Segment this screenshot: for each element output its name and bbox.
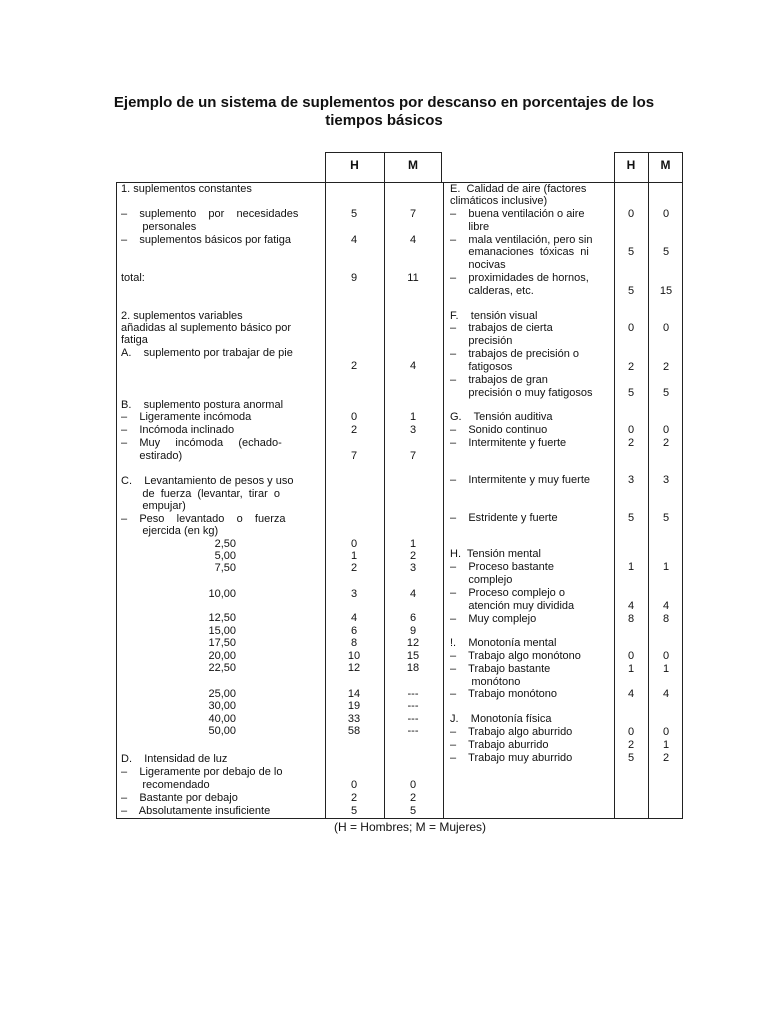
column-divider-right-m [648, 182, 649, 819]
header-m-right: M [660, 158, 671, 172]
left-m-value: 3 [409, 424, 417, 436]
left-row-label: de fuerza (levantar, tirar o [121, 488, 280, 500]
left-h-value: 5 [350, 805, 358, 817]
left-row-label: – Ligeramente por debajo de lo [121, 766, 283, 778]
right-row-label: !. Monotonía mental [450, 637, 557, 649]
right-row-label: libre [450, 221, 490, 233]
right-row-label: – trabajos de cierta [450, 322, 553, 334]
right-row-label: – Estridente y fuerte [450, 512, 558, 524]
right-h-value: 5 [627, 752, 635, 764]
left-m-value: --- [407, 713, 419, 725]
left-row-label: C. Levantamiento de pesos y uso [121, 475, 294, 487]
left-h-value: 2 [350, 562, 358, 574]
left-row-label: ejercida (en kg) [121, 525, 219, 537]
left-row-label: D. Intensidad de luz [121, 753, 228, 765]
left-row-label: – Bastante por debajo [121, 792, 238, 804]
left-m-value: 4 [409, 588, 417, 600]
right-row-label: F. tensión visual [450, 310, 538, 322]
left-m-value: 2 [409, 550, 417, 562]
right-row-label: – mala ventilación, pero sin [450, 234, 593, 246]
right-row-label: emanaciones tóxicas ni [450, 246, 589, 258]
left-h-value: 33 [347, 713, 361, 725]
right-row-label: atención muy dividida [450, 600, 575, 612]
left-h-value: 2 [350, 424, 358, 436]
left-row-label: 1. suplementos constantes [121, 183, 252, 195]
right-m-value: 1 [662, 663, 670, 675]
right-row-label: precisión [450, 335, 513, 347]
right-row-label: G. Tensión auditiva [450, 411, 553, 423]
left-m-value: 15 [406, 650, 420, 662]
right-h-value: 2 [627, 361, 635, 373]
column-divider-center [443, 182, 444, 819]
left-h-value: 58 [347, 725, 361, 737]
weight-kg-label: 2,50 [214, 538, 236, 550]
left-m-value: 3 [409, 562, 417, 574]
right-h-value: 4 [627, 600, 635, 612]
left-h-value: 12 [347, 662, 361, 674]
right-m-value: 1 [662, 739, 670, 751]
weight-kg-label: 40,00 [208, 713, 236, 725]
left-h-value: 9 [350, 272, 358, 284]
right-h-value: 1 [627, 663, 635, 675]
right-m-value: 5 [662, 387, 670, 399]
right-row-label: – buena ventilación o aire [450, 208, 585, 220]
right-h-value: 3 [627, 474, 635, 486]
left-h-value: 0 [350, 779, 358, 791]
weight-kg-label: 17,50 [208, 637, 236, 649]
right-row-label: – trabajos de gran [450, 374, 548, 386]
left-h-value: 4 [350, 234, 358, 246]
column-divider-right-h [614, 182, 615, 819]
right-row-label: – Proceso bastante [450, 561, 554, 573]
right-row-label: J. Monotonía física [450, 713, 552, 725]
right-m-value: 0 [662, 208, 670, 220]
left-h-value: 14 [347, 688, 361, 700]
left-m-value: 2 [409, 792, 417, 804]
right-m-value: 0 [662, 322, 670, 334]
right-row-label: – Trabajo algo monótono [450, 650, 581, 662]
left-row-label: total: [121, 272, 145, 284]
left-h-value: 2 [350, 792, 358, 804]
right-m-value: 5 [662, 512, 670, 524]
right-row-label: – Trabajo monótono [450, 688, 558, 700]
left-h-value: 5 [350, 208, 358, 220]
left-m-value: 5 [409, 805, 417, 817]
left-m-value: --- [407, 725, 419, 737]
right-m-value: 15 [659, 285, 673, 297]
right-m-value: 4 [662, 600, 670, 612]
left-h-value: 19 [347, 700, 361, 712]
column-divider-left-m [384, 182, 385, 819]
right-h-value: 2 [627, 437, 635, 449]
right-m-value: 0 [662, 650, 670, 662]
right-row-label: H. Tensión mental [450, 548, 541, 560]
column-divider-left-h [325, 182, 326, 819]
left-h-value: 0 [350, 538, 358, 550]
left-row-label: personales [121, 221, 197, 233]
right-m-value: 0 [662, 424, 670, 436]
left-row-label: empujar) [121, 500, 186, 512]
weight-kg-label: 22,50 [208, 662, 236, 674]
right-row-label: E. Calidad de aire (factores [450, 183, 587, 195]
left-m-value: 7 [409, 450, 417, 462]
left-h-value: 1 [350, 550, 358, 562]
left-m-value: 1 [409, 411, 417, 423]
left-row-label: – Muy incómoda (echado- [121, 437, 282, 449]
weight-kg-label: 25,00 [208, 688, 236, 700]
right-m-value: 2 [662, 752, 670, 764]
left-m-value: --- [407, 700, 419, 712]
right-row-label: calderas, etc. [450, 285, 534, 297]
title-line-1: Ejemplo de un sistema de suplementos por descanso en porcentajes de los [113, 94, 655, 111]
left-m-value: 4 [409, 234, 417, 246]
weight-kg-label: 20,00 [208, 650, 236, 662]
right-row-label: – Trabajo algo aburrido [450, 726, 573, 738]
right-h-value: 5 [627, 512, 635, 524]
right-row-label: – Trabajo aburrido [450, 739, 549, 751]
right-row-label: – Proceso complejo o [450, 587, 565, 599]
right-h-value: 0 [627, 208, 635, 220]
right-h-value: 0 [627, 650, 635, 662]
right-row-label: – Trabajo muy aburrido [450, 752, 573, 764]
right-m-value: 0 [662, 726, 670, 738]
weight-kg-label: 30,00 [208, 700, 236, 712]
weight-kg-label: 7,50 [214, 562, 236, 574]
header-h-right: H [626, 158, 636, 172]
weight-kg-label: 12,50 [208, 612, 236, 624]
weight-kg-label: 50,00 [208, 725, 236, 737]
left-row-label: – suplementos básicos por fatiga [121, 234, 291, 246]
right-h-value: 0 [627, 322, 635, 334]
right-row-label: precisión o muy fatigosos [450, 387, 593, 399]
right-m-value: 8 [662, 613, 670, 625]
right-h-value: 8 [627, 613, 635, 625]
left-h-value: 10 [347, 650, 361, 662]
right-m-value: 2 [662, 361, 670, 373]
right-h-value: 5 [627, 285, 635, 297]
right-m-value: 2 [662, 437, 670, 449]
right-h-value: 1 [627, 561, 635, 573]
right-row-label: fatigosos [450, 361, 513, 373]
left-m-value: 18 [406, 662, 420, 674]
left-row-label: – Peso levantado o fuerza [121, 513, 286, 525]
left-h-value: 3 [350, 588, 358, 600]
left-row-label: 2. suplementos variables [121, 310, 243, 322]
left-h-value: 4 [350, 612, 358, 624]
header-h-left: H [350, 158, 359, 172]
right-row-label: – Muy complejo [450, 613, 537, 625]
right-m-value: 4 [662, 688, 670, 700]
left-h-value: 2 [350, 360, 358, 372]
right-h-value: 5 [627, 387, 635, 399]
right-row-label: – proximidades de hornos, [450, 272, 589, 284]
right-row-label: – trabajos de precisión o [450, 348, 580, 360]
left-row-label: estirado) [121, 450, 183, 462]
left-m-value: 4 [409, 360, 417, 372]
right-h-value: 4 [627, 688, 635, 700]
right-m-value: 5 [662, 246, 670, 258]
right-row-label: monótono [450, 676, 521, 688]
caption: (H = Hombres; M = Mujeres) [333, 820, 487, 834]
left-m-value: 9 [409, 625, 417, 637]
right-row-label: nocivas [450, 259, 506, 271]
weight-kg-label: 10,00 [208, 588, 236, 600]
left-m-value: 7 [409, 208, 417, 220]
left-m-value: 11 [407, 272, 419, 284]
left-h-value: 0 [350, 411, 358, 423]
weight-kg-label: 15,00 [208, 625, 236, 637]
left-row-label: fatiga [121, 334, 148, 346]
left-h-value: 6 [350, 625, 358, 637]
left-m-value: --- [407, 688, 419, 700]
left-row-label: – Ligeramente incómoda [121, 411, 252, 423]
right-m-value: 3 [662, 474, 670, 486]
right-m-value: 1 [662, 561, 670, 573]
right-row-label: – Trabajo bastante [450, 663, 551, 675]
right-h-value: 0 [627, 726, 635, 738]
left-row-label: añadidas al suplemento básico por [121, 322, 292, 334]
left-row-label: B. suplemento postura anormal [121, 399, 284, 411]
right-row-label: – Intermitente y muy fuerte [450, 474, 591, 486]
left-row-label: A. suplemento por trabajar de pie [121, 347, 293, 359]
weight-kg-label: 5,00 [214, 550, 236, 562]
left-m-value: 12 [406, 637, 420, 649]
right-h-value: 2 [627, 739, 635, 751]
right-h-value: 5 [627, 246, 635, 258]
right-h-value: 0 [627, 424, 635, 436]
left-row-label: recomendado [121, 779, 210, 791]
left-h-value: 7 [350, 450, 358, 462]
left-m-value: 6 [409, 612, 417, 624]
left-m-value: 0 [409, 779, 417, 791]
left-h-value: 8 [350, 637, 358, 649]
right-row-label: – Intermitente y fuerte [450, 437, 567, 449]
right-row-label: – Sonido continuo [450, 424, 548, 436]
left-row-label: – Incómoda inclinado [121, 424, 235, 436]
left-m-value: 1 [409, 538, 417, 550]
left-row-label: – Absolutamente insuficiente [121, 805, 271, 817]
header-m-left: M [408, 158, 418, 172]
right-row-label: complejo [450, 574, 513, 586]
title-line-2: tiempos básicos [325, 112, 443, 129]
document-title [100, 94, 668, 130]
right-row-label: climáticos inclusive) [450, 195, 548, 207]
left-row-label: – suplemento por necesidades [121, 208, 299, 220]
